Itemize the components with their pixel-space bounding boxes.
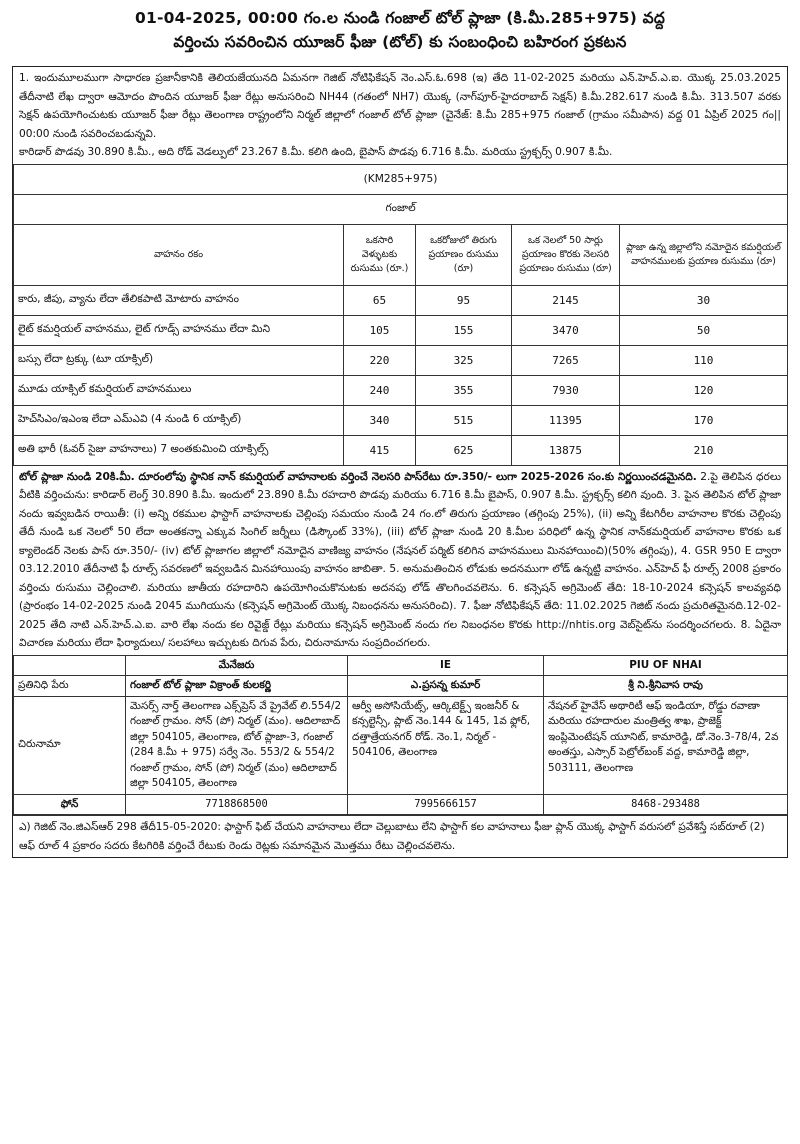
- return-fee-cell: 155: [416, 315, 512, 345]
- local-fee-cell: 170: [620, 405, 788, 435]
- fastag-footnote: ఎ) గెజిట్ నెం.జిఎస్ఆర్ 298 తేదీ15-05-2020: ఫాస్టాగ్ ఫిట్ చేయని వాహనాలు లేదా చెల్లుబాటు లేని ఫాస్టాగ్ కల వాహనాలు ఫీజు ప్లాన్ యొక్క ఫాస్టాగ్ వరుసలో ప్రవేశిస్తే సబ్‌రూల్ (2) ఆఫ్ రూల్ 4 ప్రకారం సదరు కేటగిరికి వర్తించే రేటుకు రెండు రెట్లకు సమానమైన మొత్తము రేటు చెల్లించవలెను.: [13, 815, 787, 857]
- single-fee-cell: 105: [344, 315, 416, 345]
- ie-header: IE: [348, 655, 544, 676]
- header-vehicle-type: వాహనం రకం: [14, 224, 344, 285]
- title-line-2: వర్తించు సవరించిన యూజర్ ఫీజు (టోల్) కు సంబంధించి బహిరంగ ప్రకటన: [173, 33, 627, 51]
- monthly-fee-cell: 2145: [512, 285, 620, 315]
- header-return-journey: ఒకరోజులో తిరుగు ప్రయాణం రుసుము (రూ): [416, 224, 512, 285]
- return-fee-cell: 515: [416, 405, 512, 435]
- vehicle-type-cell: హెచ్‌సిఎం/ఇఎంఇ లేదా ఎమ్ఎవి (4 నుండి 6 యాక్సిల్): [14, 405, 344, 435]
- table-row: [14, 285, 788, 315]
- vehicle-type-cell: బస్సు లేదా ట్రక్కు (టూ యాక్సిల్): [14, 345, 344, 375]
- single-fee-cell: 220: [344, 345, 416, 375]
- notice-title: [16, 6, 784, 54]
- table-row: [14, 345, 788, 375]
- piu-address: నేషనల్ హైవేస్ అథారిటీ ఆఫ్ ఇండియా, రోడ్డు రవాణా మరియు రహదారుల మంత్రిత్వ శాఖ, ప్రాజెక్ట్ ఇంప్లిమెంటేషన్ యూనిట్, కామారెడ్డి, డో.నెం.3-78/4, 2వ అంతస్తు, ఎస్సార్ పెట్రోల్‌బంక్ వద్ద, కామారెడ్డి జిల్లా, 503111, తెలంగాణ: [544, 696, 788, 794]
- manager-phone: 7718868500: [126, 794, 348, 815]
- return-fee-cell: 355: [416, 375, 512, 405]
- manager-header: మేనేజరు: [126, 655, 348, 676]
- manager-address: మెసర్స్ నార్త్ తెలంగాణ ఎక్స్‌ప్రెస్ వే ప్రైవేట్ లి.554/2 గంజాల్ గ్రామం. సోన్ (పో) నిర్మల్ (మం). ఆదిలాబాద్ జిల్లా 504105, తెలంగాణ, టోల్ ప్లాజా-3, గంజాల్ (284 కి.మీ + 975) సర్వే నెం. 553/2 & 554/2 గంజాల్ గ్రామం, సోన్ (పో) నిర్మల్ (మం) ఆదిలాబాద్ జిల్లా 504105, తెలంగాణ: [126, 696, 348, 794]
- local-fee-cell: 50: [620, 315, 788, 345]
- return-fee-cell: 95: [416, 285, 512, 315]
- phone-label: ఫోన్: [14, 794, 126, 815]
- rate-header-row: [14, 224, 788, 285]
- table-row: [14, 315, 788, 345]
- notice-frame: [12, 66, 788, 858]
- local-fee-cell: 210: [620, 435, 788, 465]
- ie-phone: 7995666157: [348, 794, 544, 815]
- rep-label: ప్రతినిధి పేరు: [14, 676, 126, 697]
- contact-header-row: [14, 655, 788, 676]
- single-fee-cell: 65: [344, 285, 416, 315]
- address-label: చిరునామా: [14, 696, 126, 794]
- notes-paragraph: [13, 466, 787, 655]
- piu-header: PIU OF NHAI: [544, 655, 788, 676]
- representative-row: [14, 676, 788, 697]
- phone-row: [14, 794, 788, 815]
- return-fee-cell: 325: [416, 345, 512, 375]
- toll-rate-table: [13, 164, 788, 466]
- single-fee-cell: 415: [344, 435, 416, 465]
- monthly-fee-cell: 7265: [512, 345, 620, 375]
- piu-rep: శ్రీ ని.శ్రీనివాస రావు: [544, 676, 788, 697]
- title-line-1: 01-04-2025, 00:00 గం.ల నుండి గంజాల్ టోల్ ప్లాజా (కి.మీ.285+975) వద్ద: [134, 9, 665, 27]
- monthly-fee-cell: 7930: [512, 375, 620, 405]
- table-row: [14, 405, 788, 435]
- ie-rep: ఎ.ప్రసన్న కుమార్: [348, 676, 544, 697]
- intro-text-1: 1. ఇందుమూలముగా సాధారణ ప్రజానీకానికి తెలియజేయునది ఏమనగా గెజిట్ నోటిఫికేషన్ నెం.ఎస్.ఓ.698 (ఇ) తేది 11-02-2025 మరియు ఎన్.హెచ్.ఎ.ఐ. యొక్క 25.03.2025 తేదీనాటి లేఖ ద్వారా ఆమోదం పొందిన యూజర్ ఫీజు రేట్లు అనుసరించి NH44 (గతంలో NH7) యొక్క (నాగ్‌పూర్-హైదరాబాద్ సెక్షన్) కి.మీ.282.617 నుండి కి.మీ. 313.507 వరకు సెక్షన్ ఉపయోగించుటకు యూజర్ ఫీజు రేట్లు తెలంగాణ రాష్ట్రంలోని నిర్మల్ జిల్లాలో గంజాల్ టోల్ ప్లాజా (చైనేజ్: కి.మీ 285+975 గంజాల్ (గ్రామం సమీపాన) వద్ద 01 ఏప్రిల్ 2025 గం|| 00:00 నుండి సవరించబడున్నవి.: [19, 72, 781, 140]
- contact-table: [13, 655, 788, 816]
- vehicle-type-cell: కారు, జీపు, వ్యాను లేదా తేలికపాటి మోటారు వాహనం: [14, 285, 344, 315]
- single-fee-cell: 340: [344, 405, 416, 435]
- monthly-fee-cell: 13875: [512, 435, 620, 465]
- local-fee-cell: 120: [620, 375, 788, 405]
- vehicle-type-cell: లైట్ కమర్షియల్ వాహనము, లైట్ గూడ్స్ వాహనము లేదా మిని: [14, 315, 344, 345]
- return-fee-cell: 625: [416, 435, 512, 465]
- ie-address: ఆర్వీ అసోసియేట్స్, ఆర్కిటెక్ట్స్ ఇంజనీర్ & కన్సల్టెన్సీ, ప్లాట్ నెం.144 & 145, 1వ ఫ్లోర్, దత్తాత్రేయనగర్ రోడ్. నెం.1, నిర్మల్ - 504106, తెలంగాణ: [348, 696, 544, 794]
- monthly-pass-note: టోల్ ప్లాజా నుండి 20కి.మీ. దూరంలోపు స్థానిక నాన్ కమర్షియల్ వాహనాలకు వర్తించే నెలసరి పాస్‌రేటు రూ.350/- లుగా 2025-2026 సం.కు నిర్ణయించడమైనది.: [19, 470, 697, 483]
- header-monthly-pass: ఒక నెలలో 50 సార్లు ప్రయాణం కొరకు నెలసరి ప్రయాణం రుసుము (రూ): [512, 224, 620, 285]
- single-fee-cell: 240: [344, 375, 416, 405]
- table-row: [14, 435, 788, 465]
- blank-header-cell: [14, 655, 126, 676]
- intro-paragraph: [13, 67, 787, 164]
- vehicle-type-cell: అతి భారీ (ఓవర్ సైజు వాహనాలు) 7 అంతకుమించి యాక్సిల్స్: [14, 435, 344, 465]
- intro-text-2: కారిడార్ పొడవు 30.890 కి.మీ., అది రోడ్ వెడల్పులో 23.267 కి.మీ. కలిగి ఉంది, బైపాస్ పొడవు 6.716 కి.మీ. మరియు స్ట్రక్చర్స్ 0.907 కి.మీ.: [19, 146, 613, 158]
- header-single-journey: ఒకసారి వెళ్ళుటకు రుసుము (రూ.): [344, 224, 416, 285]
- manager-rep: గంజాల్ టోల్ ప్లాజా విక్రాంత్ కులకర్ణి: [126, 676, 348, 697]
- table-row: [14, 375, 788, 405]
- plaza-name-cell: గంజాల్: [14, 194, 788, 224]
- km-cell: (KM285+975): [14, 164, 788, 194]
- local-fee-cell: 110: [620, 345, 788, 375]
- monthly-fee-cell: 3470: [512, 315, 620, 345]
- local-fee-cell: 30: [620, 285, 788, 315]
- notes-body: 2.పై తెలిపిన ధరలు వీటికి వర్తించును: కారిడార్ లెంగ్త్ 30.890 కి.మీ. ఇందులో 23.890 కి.మీ రహదారి పొడవు మరియు 6.716 కి.మీ బైపాస్, 0.907 కి.మీ. స్ట్రక్చర్స్ కలిగి వుంది. 3. పైన తెలిపిన టోల్ ప్లాజా నందు ఇవ్వబడిన రాయితీ: (i) అన్ని రకముల ఫాస్టాగ్ వాహనాలకు చెల్లింపు సమయం నుండి 24 గం.లో తిరుగు ప్రయాణం (తగ్గింపు 25%), (ii) అన్ని కేటగిరీల వాహనాల కొరకు చెల్లింపు తేదీ నుండి ఒక నెలలో 50 లేదా అంతకన్నా ఎక్కువ సింగిల్ జర్నీలు (డిస్కౌంట్ 33%), (iii) టోల్ ప్లాజా నుండి 20 కి.మీల పరిధిలో ఉన్న స్థానిక నాన్‌కమర్షియల్ వాహనాల కొరకు ఒక క్యాలెండర్ నెలకు పాస్ రూ.350/- (iv) టోల్ ప్లాజాగల జిల్లాలో నమోదైన వాణిజ్య వాహనం (నేషనల్ పర్మిట్ కలిగిన వాహనములు మినహాయించి)(50% తగ్గింపు), 4. GSR 950 E ద్వారా 03.12.2010 తేదీనాటి ఫీ రూల్స్ సవరణలో ఇవ్వబడిన మినహాయింపు వాహనం జాబితా. 5. అనుమతించిన లోడుకు అదనముగా లోడ్ ఉన్నట్టి వాహనం. ఎన్‌హెచ్ ఫీ రూల్స్ 2008 ప్రకారం వర్తించు రుసుము చెల్లించాలి. మరియు జాతీయ రహదారిని ఉపయోగించుకొనుటకు అదనపు లోడ్ తొలగించవలెను. 6. కన్సెషన్ అగ్రిమెంట్ తేది: 18-10-2024 కన్సెషన్ కాలవ్యవధి (ప్రారంభం 14-02-2025 నుండి 2045 ముగియును (కన్సెషన్ అగ్రిమెంట్ యొక్క నిబంధనను అనుసరించి). 7. ఫీజు నోటిఫికేషన్ తేది: 11.02.2025 గెజిట్ నందు ప్రచురితమైనది.12-02-2025 తేది నాటి ఎన్.హెచ్.ఎ.ఐ. వారి లేఖ నందు కల రివైజ్డ్ రేట్లు మరియు కన్సెషన్ అగ్రిమెంట్ నందు గల నిబంధనల కొరకు http://nhtis.org వెబ్‌సైట్‌ను సందర్శించగలరు. 8. ఏదైనా విచారణ మరియు లేదా ఫిర్యాదులు/ సలహాలు ఇచ్చుటకు దిగువ పేరు, చిరునామాను సంప్రదించగలరు.: [19, 470, 781, 649]
- address-row: [14, 696, 788, 794]
- monthly-fee-cell: 11395: [512, 405, 620, 435]
- header-local-commercial: ప్లాజా ఉన్న జిల్లాలోని నమోదైన కమర్షియల్ వాహనములకు ప్రయాణ రుసుము (రూ): [620, 224, 788, 285]
- vehicle-type-cell: మూడు యాక్సిల్ కమర్షియల్ వాహనములు: [14, 375, 344, 405]
- piu-phone: 8468-293488: [544, 794, 788, 815]
